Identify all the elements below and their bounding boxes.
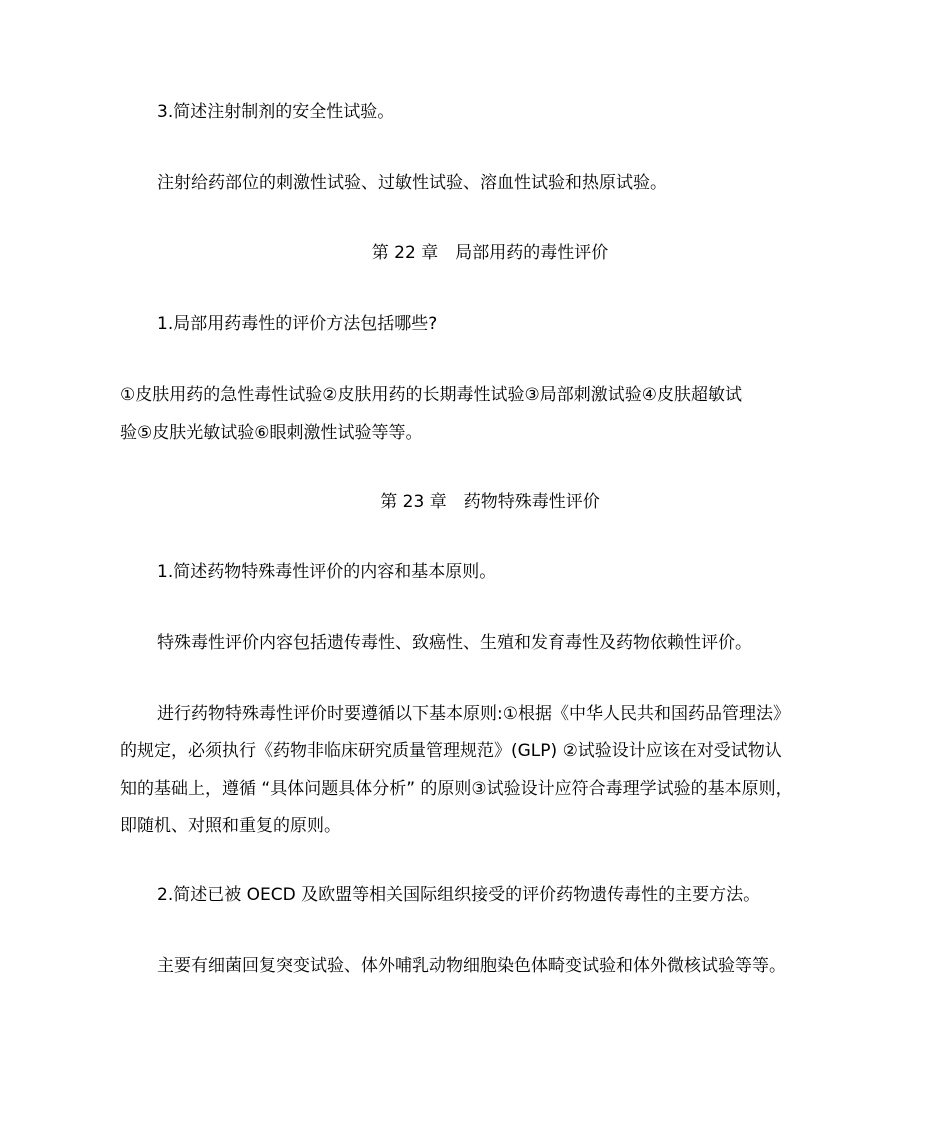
chapter-23-question-1-answer-paragraph-1: 特殊毒性评价内容包括遗传毒性、致癌性、生殖和发育毒性及药物依赖性评价。 bbox=[157, 633, 752, 653]
chapter-22-question-1-answer-line-2: 验⑤皮肤光敏试验⑥眼刺激性试验等等。 bbox=[120, 423, 423, 443]
chapter-23-question-2-title: 2.简述已被 OECD 及欧盟等相关国际组织接受的评价药物遗传毒性的主要方法。 bbox=[157, 885, 761, 905]
chapter-23-question-1-title: 1.简述药物特殊毒性评价的内容和基本原则。 bbox=[157, 562, 497, 582]
chapter-22-heading: 第 22 章 局部用药的毒性评价 bbox=[371, 243, 609, 263]
chapter-23-question-1-answer-paragraph-2-line-4: 即随机、对照和重复的原则。 bbox=[120, 816, 341, 836]
chapter-23-question-1-answer-paragraph-2-line-1: 进行药物特殊毒性评价时要遵循以下基本原则:①根据《中华人民共和国药品管理法》 bbox=[157, 704, 790, 724]
chapter-23-question-1-answer-paragraph-2-line-2: 的规定，必须执行《药物非临床研究质量管理规范》(GLP) ②试验设计应该在对受试物认 bbox=[120, 741, 782, 761]
chapter-22-question-1-title: 1.局部用药毒性的评价方法包括哪些? bbox=[157, 314, 438, 334]
chapter-22-question-1-answer-line-1: ①皮肤用药的急性毒性试验②皮肤用药的长期毒性试验③局部刺激试验④皮肤超敏试 bbox=[120, 385, 742, 405]
chapter-23-question-1-answer-paragraph-2-line-3: 知的基础上，遵循 “具体问题具体分析” 的原则③试验设计应符合毒理学试验的基本原则， bbox=[120, 779, 793, 799]
question-3-answer: 注射给药部位的刺激性试验、过敏性试验、溶血性试验和热原试验。 bbox=[157, 173, 667, 193]
question-3-title: 3.简述注射制剂的安全性试验。 bbox=[157, 102, 395, 122]
chapter-23-heading: 第 23 章 药物特殊毒性评价 bbox=[380, 492, 600, 512]
chapter-23-question-2-answer: 主要有细菌回复突变试验、体外哺乳动物细胞染色体畸变试验和体外微核试验等等。 bbox=[157, 956, 786, 976]
